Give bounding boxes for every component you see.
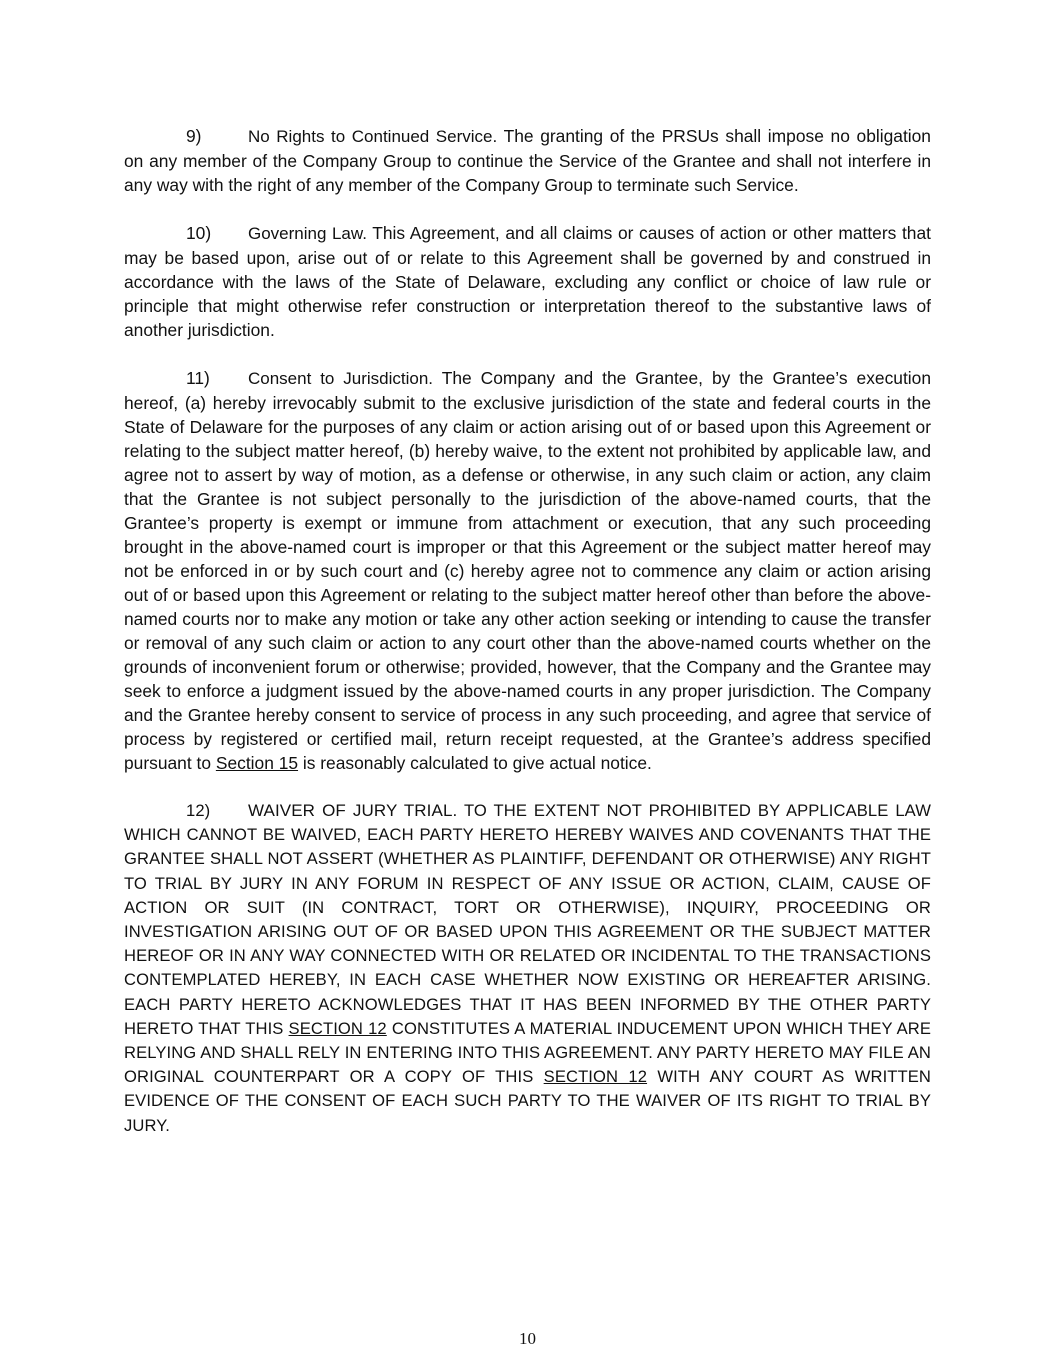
section-12-text-part3: WITH ANY COURT AS WRITTEN EVIDENCE OF THE CONSENT OF EACH SUCH PARTY TO THE WAIVER OF ITS RIGHT TO TRIAL BY JURY. (124, 1067, 931, 1135)
section-10-text: This Agreement, and all claims or causes of action or other matters that may be based upon, arise out of or relate to this Agreement shall be governed by and construed in accordance with the laws of the State of Delaware, excluding any conflict or choice of law rule or principle that might otherwise refer construction or interpretation thereof to the substantive laws of another jurisdiction. (124, 223, 931, 340)
section-10-heading: Governing Law. (248, 224, 367, 243)
section-12-heading: WAIVER OF JURY TRIAL. (248, 801, 458, 820)
section-11-text-before-ref: The Company and the Grantee, by the Grantee’s execution hereof, (a) hereby irrevocably submit to the exclusive jurisdiction of the state and federal courts in the State of Delaware for the purposes of any claim or action arising out of or based upon this Agreement or relating to the subject matter hereof, (b) hereby waive, to the extent not prohibited by applicable law, and agree not to assert by way of motion, as a defense or otherwise, in any such claim or action, any claim that the Grantee is not subject personally to the jurisdiction of the above-named courts, that the Grantee’s property is exempt or immune from attachment or execution, that any such proceeding brought in the above-named court is improper or that this Agreement or the subject matter hereof may not be enforced in or by such court and (c) hereby agree not to commence any claim or action arising out of or based upon this Agreement or relating to the subject matter hereof other than before the above-named courts nor to make any motion or take any other action seeking or intending to cause the transfer or removal of any such claim or action to any court other than the above-named courts whether on the grounds of inconvenient forum or otherwise; provided, however, that the Company and the Grantee may seek to enforce a judgment issued by the above-named courts in any proper jurisdiction. The Company and the Grantee hereby consent to service of process in any such proceeding, and agree that service of process by registered or certified mail, return receipt requested, at the Grantee’s address specified pursuant to (124, 368, 931, 773)
section-15-reference-link[interactable]: Section 15 (215, 753, 299, 773)
section-11-number: 11) (186, 368, 210, 388)
section-12-number: 12) (186, 801, 211, 820)
section-9-number: 9) (186, 126, 202, 146)
section-9-paragraph (124, 124, 931, 197)
section-10-number: 10) (186, 223, 212, 243)
section-12-reference-link-2[interactable]: SECTION 12 (543, 1067, 648, 1087)
section-10-paragraph (124, 221, 931, 342)
section-11-paragraph (124, 366, 931, 775)
section-11-text-after-ref: is reasonably calculated to give actual notice. (298, 753, 652, 773)
section-11-heading: Consent to Jurisdiction. (248, 369, 434, 388)
section-12-text-part2: CONSTITUTES A MATERIAL INDUCEMENT UPON WHICH THEY ARE RELYING AND SHALL RELY IN ENTERING INTO THIS AGREEMENT. ANY PARTY HERETO MAY FILE AN ORIGINAL COUNTERPART OR A COPY OF THIS (124, 1018, 931, 1087)
page-number: 10 (519, 1329, 536, 1348)
section-12-text-part1: TO THE EXTENT NOT PROHIBITED BY APPLICABLE LAW WHICH CANNOT BE WAIVED, EACH PARTY HERETO HEREBY WAIVES AND COVENANTS THAT THE GRANTEE SHALL NOT ASSERT (WHETHER AS PLAINTIFF, DEFENDANT OR OTHERWISE) ANY RIGHT TO TRIAL BY JURY IN ANY FORUM IN RESPECT OF ANY ISSUE OR ACTION, CLAIM, CAUSE OF ACTION OR SUIT (IN CONTRACT, TORT OR OTHERWISE), INQUIRY, PROCEEDING OR INVESTIGATION ARISING OUT OF OR BASED UPON THIS AGREEMENT OR THE SUBJECT MATTER HEREOF OR IN ANY WAY CONNECTED WITH OR RELATED OR INCIDENTAL TO THE TRANSACTIONS CONTEMPLATED HEREBY, IN EACH CASE WHETHER NOW EXISTING OR HEREAFTER ARISING. EACH PARTY HERETO ACKNOWLEDGES THAT IT HAS BEEN INFORMED BY THE OTHER PARTY HERETO THAT THIS (124, 801, 931, 1038)
document-page (124, 124, 931, 1162)
section-12-reference-link[interactable]: SECTION 12 (288, 1018, 387, 1038)
section-9-text: The granting of the PRSUs shall impose no obligation on any member of the Company Group to continue the Service of the Grantee and shall not interfere in any way with the right of any member of the Company Group to terminate such Service. (124, 126, 931, 195)
section-12-paragraph (124, 799, 931, 1138)
section-9-heading: No Rights to Continued Service. (248, 127, 498, 146)
